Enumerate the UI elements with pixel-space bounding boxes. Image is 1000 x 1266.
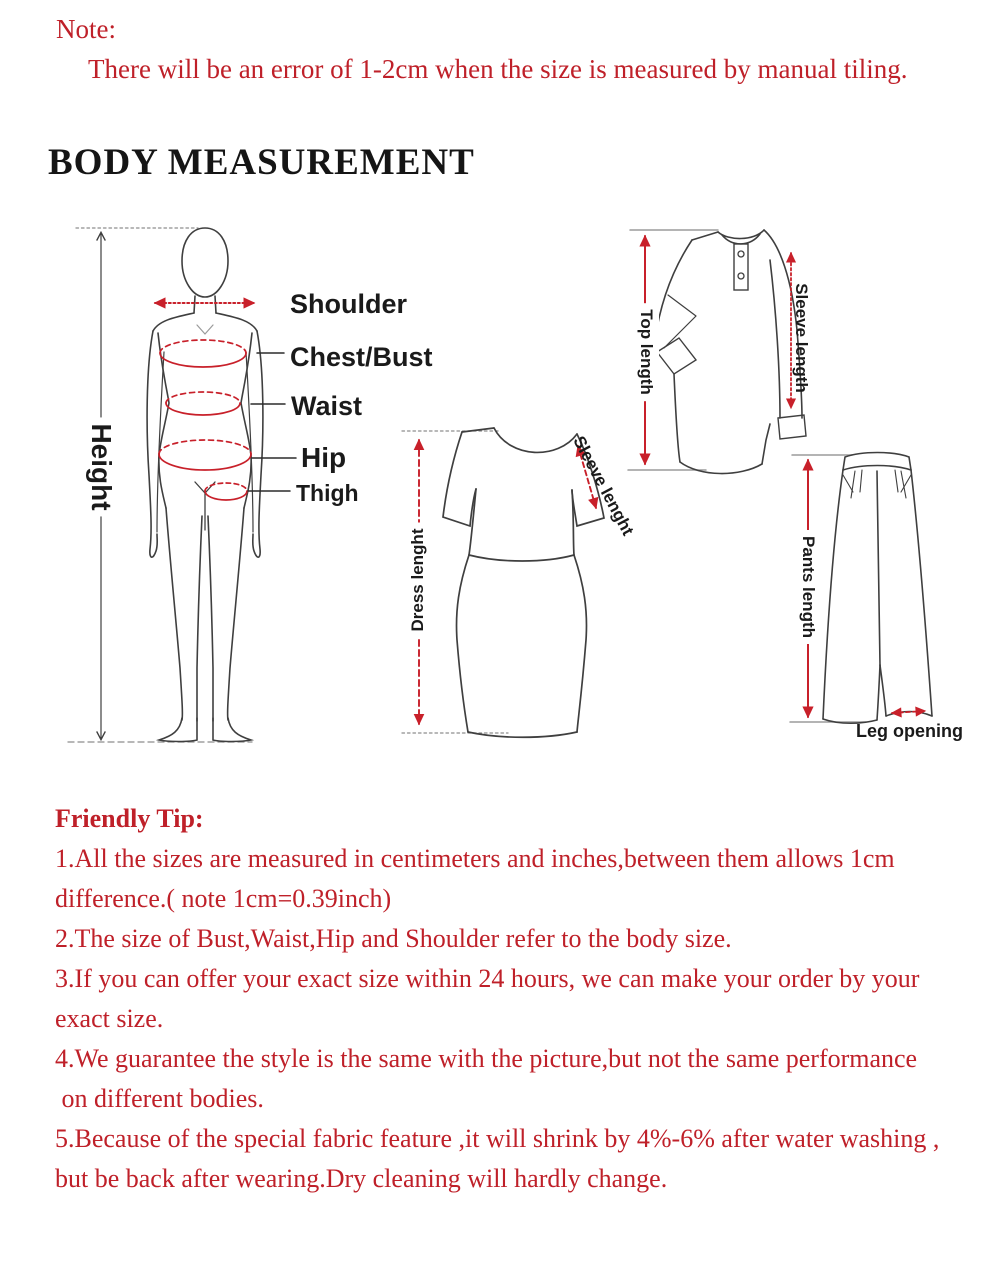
shoulder-label: Shoulder	[290, 289, 408, 319]
tip-line: 4.We guarantee the style is the same with the picture,but not the same performance	[55, 1044, 918, 1073]
tip-line: 3.If you can offer your exact size within 24 hours, we can make your order by your	[55, 964, 920, 993]
page-title: BODY MEASUREMENT	[48, 142, 475, 183]
tip-line: difference.( note 1cm=0.39inch)	[55, 884, 392, 913]
top-sleeve-length-label: Sleeve length	[792, 283, 811, 393]
dress-figure	[402, 428, 604, 737]
tip-line: on different bodies.	[55, 1084, 264, 1113]
waist-label: Waist	[291, 391, 363, 421]
tip-line: 2.The size of Bust,Waist,Hip and Shoulder refer to the body size.	[55, 924, 732, 953]
leg-opening-label: Leg opening	[856, 721, 963, 741]
friendly-tip-section	[55, 799, 965, 1199]
tip-line: exact size.	[55, 1004, 164, 1033]
note-label: Note:	[56, 14, 116, 44]
pants-length-label: Pants length	[795, 530, 821, 644]
friendly-tip-title: Friendly Tip:	[55, 804, 204, 833]
hip-label: Hip	[301, 442, 347, 473]
dress-length-label: Dress lenght	[405, 523, 431, 638]
tip-line: but be back after wearing.Dry cleaning will hardly change.	[55, 1164, 668, 1193]
tip-line: 1.All the sizes are measured in centimeters and inches,between them allows 1cm	[55, 844, 895, 873]
note-text: There will be an error of 1-2cm when the size is measured by manual tiling.	[88, 54, 908, 84]
dress-sleeve-length-label: Sleeve lenght	[569, 432, 638, 539]
chest-bust-label: Chest/Bust	[290, 342, 433, 372]
tip-line: 5.Because of the special fabric feature ,it will shrink by 4%-6% after water washing ,	[55, 1124, 940, 1153]
top-length-label: Top length	[633, 303, 659, 401]
height-label: Height	[82, 417, 120, 516]
thigh-label: Thigh	[296, 480, 359, 506]
